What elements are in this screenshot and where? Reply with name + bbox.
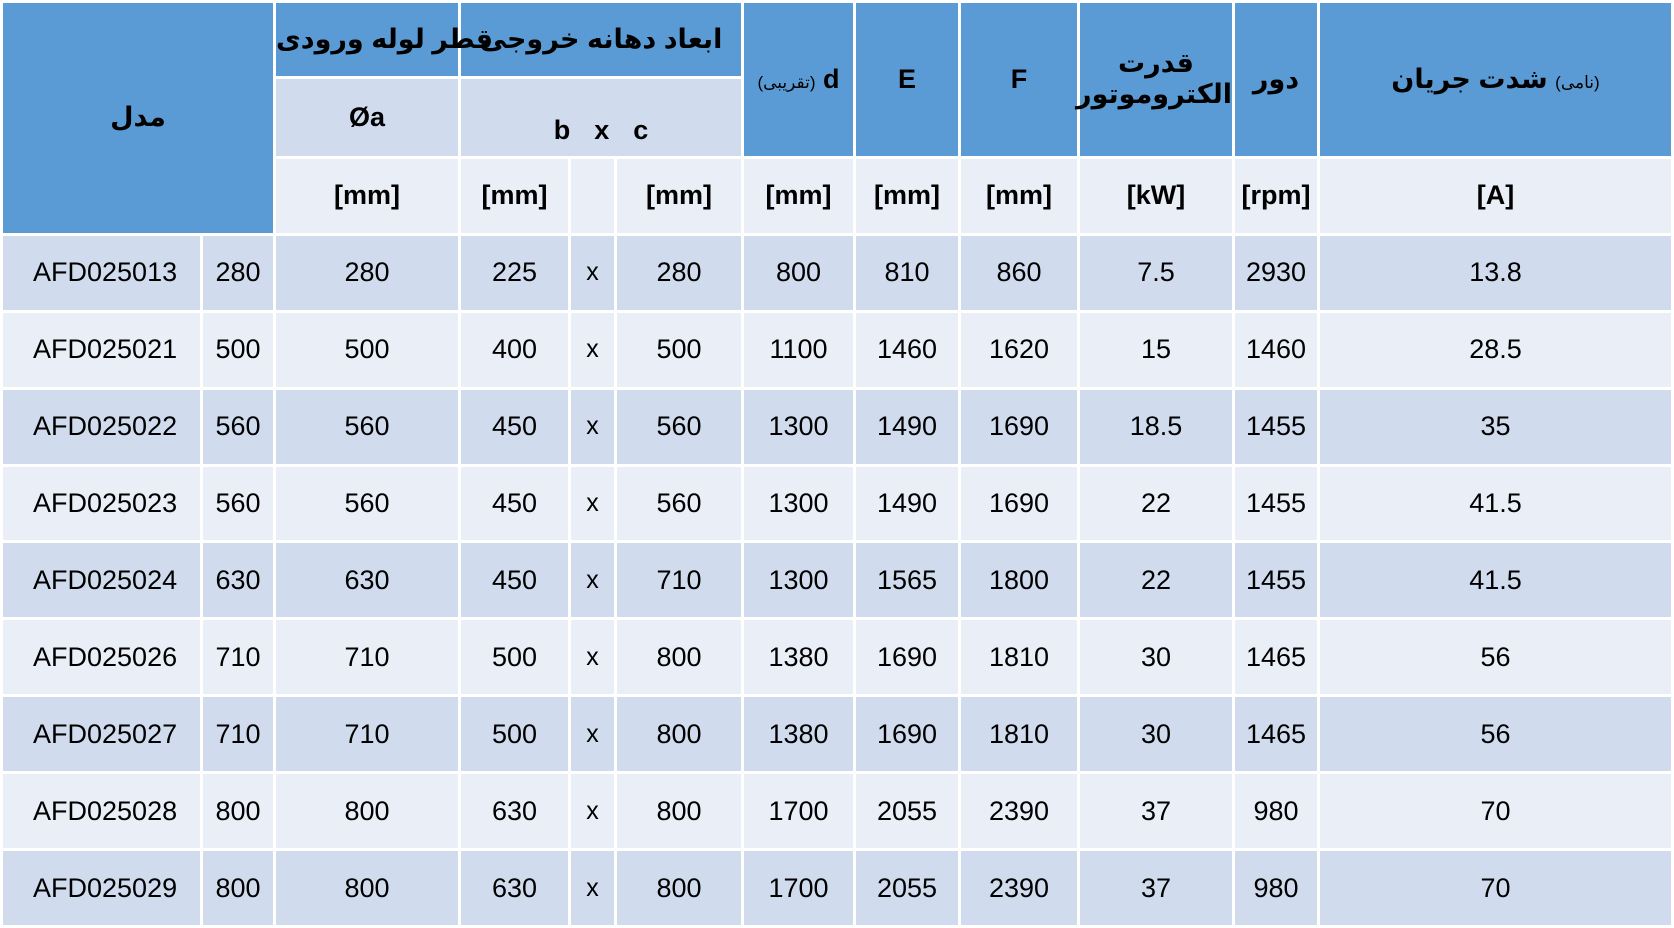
dim-x-cell: x: [570, 465, 616, 542]
size-cell: 630: [202, 542, 275, 619]
dim-c-cell: 560: [616, 465, 743, 542]
dim-x-cell: x: [570, 234, 616, 311]
speed-cell: 1455: [1234, 388, 1319, 465]
outlet-dimensions-header: ابعاد دهانه خروجی: [460, 2, 743, 78]
table-row: [2, 696, 1673, 773]
unit-b: [mm]: [460, 157, 570, 234]
model-cell: AFD025023: [2, 465, 202, 542]
d-cell: 1300: [743, 388, 855, 465]
size-cell: 800: [202, 773, 275, 850]
dim-b: b: [553, 114, 571, 145]
e-cell: 1490: [855, 465, 960, 542]
e-cell: 1690: [855, 696, 960, 773]
dim-b-cell: 500: [460, 619, 570, 696]
unit-current: [A]: [1319, 157, 1673, 234]
d-cell: 1300: [743, 465, 855, 542]
diameter-a-cell: 710: [275, 696, 460, 773]
size-cell: 560: [202, 388, 275, 465]
power-cell: 22: [1079, 465, 1234, 542]
unit-speed: [rpm]: [1234, 157, 1319, 234]
dim-c-cell: 710: [616, 542, 743, 619]
current-header: شدت جریان (نامی): [1319, 2, 1673, 158]
motor-power-header: قدرت الکتروموتور: [1079, 2, 1234, 158]
e-header: E: [855, 2, 960, 158]
unit-a: [mm]: [275, 157, 460, 234]
size-cell: 710: [202, 619, 275, 696]
d-cell: 1300: [743, 542, 855, 619]
d-cell: 800: [743, 234, 855, 311]
d-cell: 1380: [743, 619, 855, 696]
dim-x-cell: x: [570, 850, 616, 927]
dim-b-cell: 450: [460, 465, 570, 542]
f-cell: 1690: [960, 388, 1079, 465]
speed-cell: 1465: [1234, 696, 1319, 773]
power-cell: 18.5: [1079, 388, 1234, 465]
dim-b-cell: 225: [460, 234, 570, 311]
diameter-a-cell: 710: [275, 619, 460, 696]
table-row: [2, 773, 1673, 850]
size-cell: 500: [202, 311, 275, 388]
f-cell: 2390: [960, 850, 1079, 927]
diameter-a-cell: 500: [275, 311, 460, 388]
d-cell: 1380: [743, 696, 855, 773]
diameter-a-cell: 800: [275, 850, 460, 927]
speed-header: دور: [1234, 2, 1319, 158]
speed-cell: 1455: [1234, 465, 1319, 542]
speed-cell: 980: [1234, 773, 1319, 850]
unit-f: [mm]: [960, 157, 1079, 234]
speed-cell: 980: [1234, 850, 1319, 927]
current-cell: 56: [1319, 619, 1673, 696]
table-row: [2, 619, 1673, 696]
d-letter: d: [823, 63, 840, 94]
dim-c-cell: 800: [616, 619, 743, 696]
model-header: مدل: [2, 2, 275, 235]
power-cell: 30: [1079, 696, 1234, 773]
dim-b-cell: 630: [460, 773, 570, 850]
dim-x-cell: x: [570, 619, 616, 696]
model-cell: AFD025022: [2, 388, 202, 465]
dim-x-cell: x: [570, 388, 616, 465]
speed-cell: 1455: [1234, 542, 1319, 619]
current-cell: 70: [1319, 850, 1673, 927]
e-cell: 1565: [855, 542, 960, 619]
diameter-a-cell: 800: [275, 773, 460, 850]
diameter-a-cell: 630: [275, 542, 460, 619]
table-row: [2, 234, 1673, 311]
current-cell: 35: [1319, 388, 1673, 465]
model-cell: AFD025027: [2, 696, 202, 773]
dim-x: x: [594, 114, 610, 145]
model-cell: AFD025013: [2, 234, 202, 311]
dim-x-cell: x: [570, 542, 616, 619]
e-cell: 1460: [855, 311, 960, 388]
header-row-1: [2, 2, 1673, 78]
diameter-a-cell: 560: [275, 388, 460, 465]
e-cell: 1690: [855, 619, 960, 696]
unit-e: [mm]: [855, 157, 960, 234]
f-header: F: [960, 2, 1079, 158]
size-cell: 560: [202, 465, 275, 542]
power-cell: 37: [1079, 850, 1234, 927]
table-row: [2, 465, 1673, 542]
f-cell: 860: [960, 234, 1079, 311]
d-note: (تقریبی): [757, 72, 816, 92]
diameter-symbol: Øa: [275, 77, 460, 157]
speed-cell: 1465: [1234, 619, 1319, 696]
model-cell: AFD025024: [2, 542, 202, 619]
data-rows: [2, 234, 1673, 926]
unit-d: [mm]: [743, 157, 855, 234]
diameter-a-cell: 280: [275, 234, 460, 311]
f-cell: 1690: [960, 465, 1079, 542]
model-cell: AFD025029: [2, 850, 202, 927]
f-cell: 1810: [960, 696, 1079, 773]
f-cell: 1810: [960, 619, 1079, 696]
power-cell: 22: [1079, 542, 1234, 619]
e-cell: 2055: [855, 773, 960, 850]
speed-cell: 2930: [1234, 234, 1319, 311]
dim-b-cell: 450: [460, 388, 570, 465]
dim-b-cell: 500: [460, 696, 570, 773]
current-cell: 28.5: [1319, 311, 1673, 388]
table-row: [2, 850, 1673, 927]
current-cell: 56: [1319, 696, 1673, 773]
dim-c-cell: 800: [616, 696, 743, 773]
unit-x-spacer: [570, 157, 616, 234]
power-cell: 37: [1079, 773, 1234, 850]
dim-c-cell: 560: [616, 388, 743, 465]
d-header: [743, 2, 855, 158]
current-cell: 13.8: [1319, 234, 1673, 311]
current-note: (نامی): [1555, 72, 1600, 92]
table-row: [2, 542, 1673, 619]
size-cell: 800: [202, 850, 275, 927]
dim-x-cell: x: [570, 696, 616, 773]
d-cell: 1100: [743, 311, 855, 388]
d-cell: 1700: [743, 850, 855, 927]
model-cell: AFD025021: [2, 311, 202, 388]
power-cell: 15: [1079, 311, 1234, 388]
table-row: [2, 311, 1673, 388]
e-cell: 810: [855, 234, 960, 311]
diameter-a-cell: 560: [275, 465, 460, 542]
dim-x-cell: x: [570, 311, 616, 388]
dim-c-cell: 800: [616, 850, 743, 927]
f-cell: 2390: [960, 773, 1079, 850]
f-cell: 1800: [960, 542, 1079, 619]
dim-c: c: [633, 114, 649, 145]
power-cell: 7.5: [1079, 234, 1234, 311]
unit-c: [mm]: [616, 157, 743, 234]
d-cell: 1700: [743, 773, 855, 850]
dim-b-cell: 450: [460, 542, 570, 619]
dim-c-cell: 800: [616, 773, 743, 850]
outlet-bxc-label: [460, 77, 743, 157]
model-cell: AFD025026: [2, 619, 202, 696]
size-cell: 280: [202, 234, 275, 311]
size-cell: 710: [202, 696, 275, 773]
f-cell: 1620: [960, 311, 1079, 388]
inlet-diameter-header: قطر لوله ورودی: [275, 2, 460, 78]
current-cell: 70: [1319, 773, 1673, 850]
current-cell: 41.5: [1319, 542, 1673, 619]
current-cell: 41.5: [1319, 465, 1673, 542]
power-cell: 30: [1079, 619, 1234, 696]
speed-cell: 1460: [1234, 311, 1319, 388]
unit-power: [kW]: [1079, 157, 1234, 234]
model-cell: AFD025028: [2, 773, 202, 850]
dim-b-cell: 400: [460, 311, 570, 388]
e-cell: 1490: [855, 388, 960, 465]
dim-b-cell: 630: [460, 850, 570, 927]
table-row: [2, 388, 1673, 465]
dim-c-cell: 280: [616, 234, 743, 311]
e-cell: 2055: [855, 850, 960, 927]
dim-x-cell: x: [570, 773, 616, 850]
dim-c-cell: 500: [616, 311, 743, 388]
